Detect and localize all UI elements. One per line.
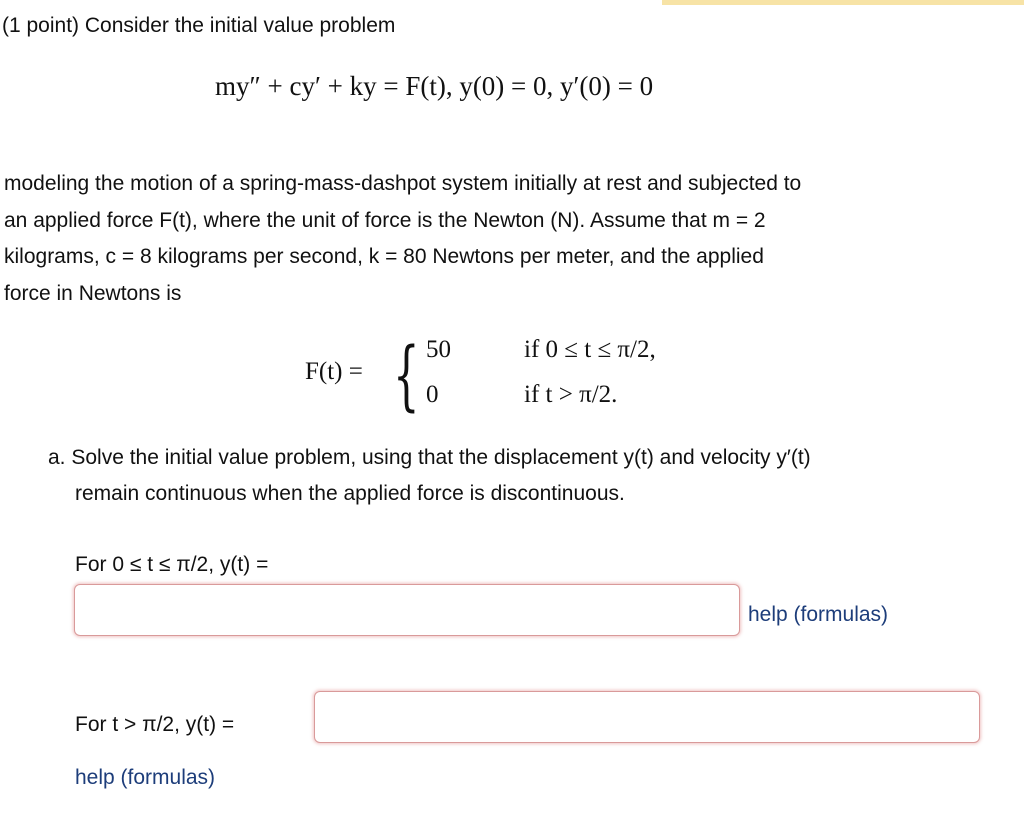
part-a-prompt-line-1: a. Solve the initial value problem, using that the displacement y(t) and velocity y′(t) [48,446,811,469]
help-formulas-link-1[interactable]: help (formulas) [748,603,889,626]
case-2-condition: if t > π/2. [524,381,618,408]
answer-2-label: For t > π/2, y(t) = [75,713,235,736]
ode-equation: my″ + cy′ + ky = F(t), y(0) = 0, y′(0) = 0 [215,71,654,101]
help-formulas-link-2[interactable]: help (formulas) [75,766,216,789]
description-line-4: force in Newtons is [4,281,182,305]
answer-2-input[interactable] [314,691,980,743]
description-line-2: an applied force F(t), where the unit of force is the Newton (N). Assume that m = 2 [4,208,766,232]
piecewise-lhs: F(t) = [305,358,363,385]
part-a-prompt-line-2: remain continuous when the applied force is discontinuous. [75,482,625,505]
case-1-condition: if 0 ≤ t ≤ π/2, [524,336,656,363]
problem-description [4,166,1004,312]
top-accent-bar [662,0,1024,5]
description-line-1: modeling the motion of a spring-mass-dashpot system initially at rest and subjected to [4,172,802,195]
case-2-value: 0 [426,381,439,408]
problem-header: (1 point) Consider the initial value problem [2,14,396,37]
answer-1-input[interactable] [74,584,740,636]
answer-1-label: For 0 ≤ t ≤ π/2, y(t) = [75,553,269,576]
description-line-3: kilograms, c = 8 kilograms per second, k = 80 Newtons per meter, and the applied [4,245,764,268]
case-1-value: 50 [426,336,451,363]
left-brace: { [393,330,420,419]
